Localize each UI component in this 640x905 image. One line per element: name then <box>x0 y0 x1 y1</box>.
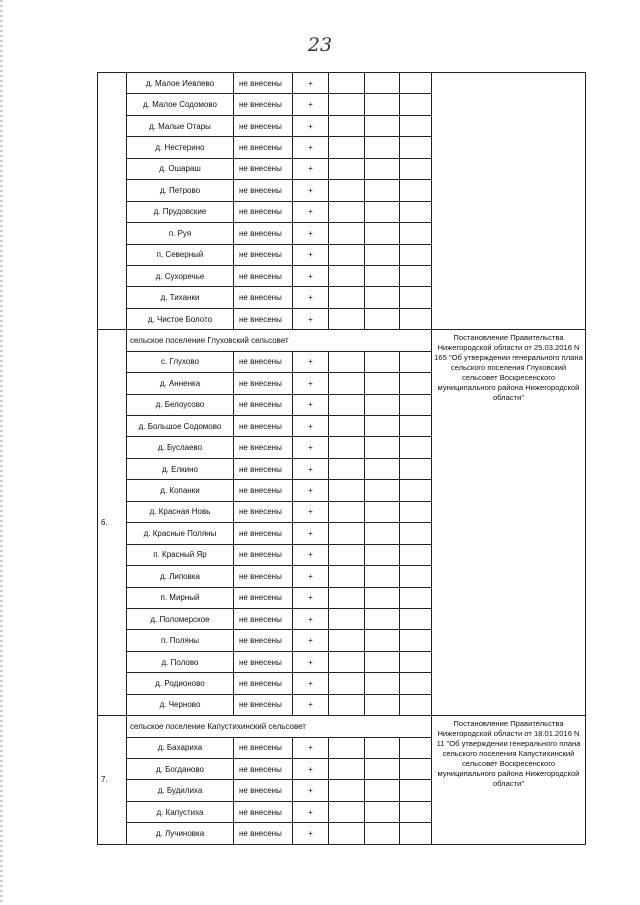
changes-status: не внесены <box>234 630 293 651</box>
empty-cell <box>329 480 365 501</box>
empty-cell <box>329 223 365 244</box>
empty-cell <box>365 480 400 501</box>
plan-mark: + <box>293 523 329 544</box>
plan-mark: + <box>293 394 329 415</box>
changes-status: не внесены <box>234 523 293 544</box>
plan-mark: + <box>293 351 329 372</box>
section-number: 7. <box>98 716 127 845</box>
settlement-name: д. Елкино <box>127 458 234 479</box>
empty-cell <box>400 351 432 372</box>
changes-status: не внесены <box>234 287 293 308</box>
empty-cell <box>329 394 365 415</box>
empty-cell <box>329 416 365 437</box>
changes-status: не внесены <box>234 223 293 244</box>
empty-cell <box>329 458 365 479</box>
empty-cell <box>400 223 432 244</box>
plan-mark: + <box>293 759 329 780</box>
changes-status: не внесены <box>234 244 293 265</box>
settlement-name: д. Липовка <box>127 566 234 587</box>
empty-cell <box>329 94 365 115</box>
changes-status: не внесены <box>234 759 293 780</box>
empty-cell <box>365 373 400 394</box>
empty-cell <box>329 673 365 694</box>
plan-mark: + <box>293 373 329 394</box>
section-title: сельское поселение Капустихинский сельсовет <box>127 716 432 737</box>
empty-cell <box>329 137 365 158</box>
plan-mark: + <box>293 437 329 458</box>
empty-cell <box>400 394 432 415</box>
plan-mark: + <box>293 201 329 222</box>
empty-cell <box>365 201 400 222</box>
empty-cell <box>365 416 400 437</box>
empty-cell <box>329 501 365 522</box>
empty-cell <box>400 737 432 758</box>
empty-cell <box>365 115 400 136</box>
plan-mark: + <box>293 651 329 672</box>
plan-mark: + <box>293 630 329 651</box>
empty-cell <box>365 780 400 801</box>
section-document: Постановление Правительства Нижегородской области от 18.01.2016 N 11 "Об утверждении генерального плана сельского поселения Капустихинский сельсовет Воскресенского муниципального района Нижегородской области" <box>432 716 586 845</box>
empty-cell <box>400 265 432 286</box>
empty-cell <box>329 737 365 758</box>
settlement-name: п. Мирный <box>127 587 234 608</box>
changes-status: не внесены <box>234 566 293 587</box>
plan-mark: + <box>293 308 329 329</box>
settlement-name: д. Красные Поляны <box>127 523 234 544</box>
empty-cell <box>400 244 432 265</box>
settlement-name: д. Малые Отары <box>127 115 234 136</box>
empty-cell <box>329 73 365 94</box>
empty-cell <box>329 265 365 286</box>
table-row <box>98 73 586 94</box>
changes-status: не внесены <box>234 780 293 801</box>
empty-cell <box>400 759 432 780</box>
plan-mark: + <box>293 673 329 694</box>
empty-cell <box>400 544 432 565</box>
plan-mark: + <box>293 544 329 565</box>
changes-status: не внесены <box>234 308 293 329</box>
changes-status: не внесены <box>234 801 293 822</box>
settlement-name: п. Красный Яр <box>127 544 234 565</box>
settlement-name: д. Ошараш <box>127 158 234 179</box>
empty-cell <box>329 566 365 587</box>
empty-cell <box>365 458 400 479</box>
empty-cell <box>329 287 365 308</box>
plan-mark: + <box>293 694 329 715</box>
empty-cell <box>400 651 432 672</box>
empty-cell <box>329 544 365 565</box>
plan-mark: + <box>293 115 329 136</box>
empty-cell <box>365 694 400 715</box>
changes-status: не внесены <box>234 608 293 629</box>
changes-status: не внесены <box>234 823 293 844</box>
empty-cell <box>329 437 365 458</box>
changes-status: не внесены <box>234 673 293 694</box>
empty-cell <box>400 115 432 136</box>
plan-mark: + <box>293 608 329 629</box>
settlement-name: д. Лучиновка <box>127 823 234 844</box>
settlement-name: д. Петрово <box>127 180 234 201</box>
empty-cell <box>400 780 432 801</box>
empty-cell <box>400 566 432 587</box>
empty-cell <box>329 630 365 651</box>
empty-cell <box>365 265 400 286</box>
empty-cell <box>400 694 432 715</box>
empty-cell <box>365 651 400 672</box>
settlement-name: д. Полово <box>127 651 234 672</box>
empty-cell <box>400 416 432 437</box>
empty-cell <box>329 587 365 608</box>
changes-status: не внесены <box>234 351 293 372</box>
plan-mark: + <box>293 801 329 822</box>
section-document: Постановление Правительства Нижегородской области от 25.03.2016 N 165 "Об утверждении генерального плана сельского поселения Глуховский сельсовет Воскресенского муниципального района Нижегородской области" <box>432 330 586 716</box>
empty-cell <box>365 351 400 372</box>
empty-cell <box>400 523 432 544</box>
plan-mark: + <box>293 823 329 844</box>
plan-mark: + <box>293 566 329 587</box>
empty-cell <box>365 73 400 94</box>
empty-cell <box>400 587 432 608</box>
settlement-name: д. Буслаево <box>127 437 234 458</box>
settlement-name: д. Тиханки <box>127 287 234 308</box>
empty-cell <box>365 394 400 415</box>
empty-cell <box>365 158 400 179</box>
empty-cell <box>329 780 365 801</box>
empty-cell <box>365 801 400 822</box>
empty-cell <box>365 137 400 158</box>
plan-mark: + <box>293 73 329 94</box>
settlement-name: д. Поломерское <box>127 608 234 629</box>
empty-cell <box>329 180 365 201</box>
plan-mark: + <box>293 180 329 201</box>
settlement-name: д. Прудовские <box>127 201 234 222</box>
section-number: 6. <box>98 330 127 716</box>
changes-status: не внесены <box>234 587 293 608</box>
empty-cell <box>400 137 432 158</box>
empty-cell <box>329 244 365 265</box>
empty-cell <box>400 673 432 694</box>
empty-cell <box>400 630 432 651</box>
settlement-name: д. Анненка <box>127 373 234 394</box>
settlement-name: д. Малое Иевлево <box>127 73 234 94</box>
empty-cell <box>400 201 432 222</box>
changes-status: не внесены <box>234 73 293 94</box>
section-title: сельское поселение Глуховский сельсовет <box>127 330 432 351</box>
empty-cell <box>329 523 365 544</box>
settlement-name: д. Родионово <box>127 673 234 694</box>
empty-cell <box>365 608 400 629</box>
plan-mark: + <box>293 458 329 479</box>
empty-cell <box>400 73 432 94</box>
plan-mark: + <box>293 137 329 158</box>
empty-cell <box>329 158 365 179</box>
empty-cell <box>365 673 400 694</box>
plan-mark: + <box>293 287 329 308</box>
empty-cell <box>365 180 400 201</box>
document-cell <box>432 73 586 330</box>
empty-cell <box>329 694 365 715</box>
empty-cell <box>365 308 400 329</box>
empty-cell <box>329 759 365 780</box>
changes-status: не внесены <box>234 480 293 501</box>
empty-cell <box>365 630 400 651</box>
empty-cell <box>400 94 432 115</box>
changes-status: не внесены <box>234 694 293 715</box>
empty-cell <box>400 287 432 308</box>
section-header-row <box>98 716 586 737</box>
plan-mark: + <box>293 94 329 115</box>
plan-mark: + <box>293 158 329 179</box>
plan-mark: + <box>293 480 329 501</box>
plan-mark: + <box>293 587 329 608</box>
empty-cell <box>365 544 400 565</box>
empty-cell <box>329 801 365 822</box>
changes-status: не внесены <box>234 373 293 394</box>
plan-mark: + <box>293 501 329 522</box>
empty-cell <box>365 523 400 544</box>
scan-edge <box>0 0 3 905</box>
plan-mark: + <box>293 737 329 758</box>
plan-mark: + <box>293 244 329 265</box>
empty-cell <box>329 608 365 629</box>
empty-cell <box>400 308 432 329</box>
empty-cell <box>365 244 400 265</box>
settlement-name: д. Белоусово <box>127 394 234 415</box>
changes-status: не внесены <box>234 651 293 672</box>
empty-cell <box>400 458 432 479</box>
empty-cell <box>400 608 432 629</box>
empty-cell <box>365 759 400 780</box>
changes-status: не внесены <box>234 437 293 458</box>
empty-cell <box>365 566 400 587</box>
changes-status: не внесены <box>234 394 293 415</box>
empty-cell <box>365 823 400 844</box>
empty-cell <box>365 501 400 522</box>
changes-status: не внесены <box>234 115 293 136</box>
changes-status: не внесены <box>234 416 293 437</box>
settlement-name: д. Копанки <box>127 480 234 501</box>
changes-status: не внесены <box>234 544 293 565</box>
changes-status: не внесены <box>234 265 293 286</box>
empty-cell <box>400 480 432 501</box>
empty-cell <box>400 180 432 201</box>
settlements-table <box>97 72 586 845</box>
empty-cell <box>365 587 400 608</box>
settlement-name: п. Северный <box>127 244 234 265</box>
settlement-name: д. Малое Содомово <box>127 94 234 115</box>
settlement-name: д. Чистое Болото <box>127 308 234 329</box>
changes-status: не внесены <box>234 458 293 479</box>
plan-mark: + <box>293 223 329 244</box>
settlement-name: д. Красная Новь <box>127 501 234 522</box>
empty-cell <box>400 158 432 179</box>
empty-cell <box>329 115 365 136</box>
plan-mark: + <box>293 416 329 437</box>
number-cell <box>98 73 127 330</box>
settlement-name: д. Богданово <box>127 759 234 780</box>
settlement-name: д. Капустиха <box>127 801 234 822</box>
empty-cell <box>400 823 432 844</box>
changes-status: не внесены <box>234 94 293 115</box>
settlement-name: д. Бахариха <box>127 737 234 758</box>
empty-cell <box>365 223 400 244</box>
plan-mark: + <box>293 265 329 286</box>
empty-cell <box>365 437 400 458</box>
section-header-row <box>98 330 586 351</box>
plan-mark: + <box>293 780 329 801</box>
empty-cell <box>400 437 432 458</box>
changes-status: не внесены <box>234 501 293 522</box>
empty-cell <box>329 651 365 672</box>
empty-cell <box>400 373 432 394</box>
changes-status: не внесены <box>234 201 293 222</box>
empty-cell <box>400 801 432 822</box>
settlement-name: с. Глухово <box>127 351 234 372</box>
empty-cell <box>365 94 400 115</box>
empty-cell <box>329 308 365 329</box>
empty-cell <box>329 823 365 844</box>
settlement-name: д. Будилиха <box>127 780 234 801</box>
empty-cell <box>365 737 400 758</box>
changes-status: не внесены <box>234 180 293 201</box>
changes-status: не внесены <box>234 158 293 179</box>
empty-cell <box>329 351 365 372</box>
settlement-name: д. Черново <box>127 694 234 715</box>
empty-cell <box>329 201 365 222</box>
changes-status: не внесены <box>234 737 293 758</box>
changes-status: не внесены <box>234 137 293 158</box>
settlement-name: п. Руя <box>127 223 234 244</box>
settlement-name: п. Поляны <box>127 630 234 651</box>
settlement-name: д. Нестерино <box>127 137 234 158</box>
page-number: 23 <box>307 34 333 56</box>
empty-cell <box>365 287 400 308</box>
empty-cell <box>400 501 432 522</box>
settlement-name: д. Большое Содомово <box>127 416 234 437</box>
empty-cell <box>329 373 365 394</box>
settlement-name: д. Сухоречье <box>127 265 234 286</box>
